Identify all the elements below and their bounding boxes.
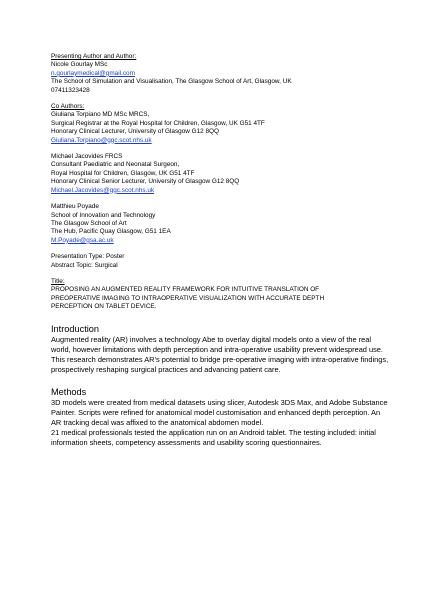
presentation-type: Presentation Type: Poster: [51, 253, 125, 261]
coauthor-email[interactable]: Michael.Jacovides@ggc.scot.nhs.uk: [51, 186, 155, 194]
coauthor-affiliation: The Glasgow School of Art: [51, 219, 127, 227]
document-page: [51, 53, 391, 448]
presenting-author-block: [51, 53, 391, 95]
coauthor-name: Michael Jacovides FRCS: [51, 153, 123, 161]
coauthor-block-2: [51, 153, 391, 195]
methods-heading: Methods: [51, 386, 87, 397]
abstract-title: PROPOSING AN AUGMENTED REALITY FRAMEWORK FOR INTUITIVE TRANSLATION OF PREOPERATIVE IMAGING TO INTRAOPERATIVE VISUALIZATION WITH ACCURATE DEPTH PERCEPTION ON TABLET DEVICE.: [51, 286, 325, 311]
coauthor-role: School of Innovation and Technology: [51, 211, 156, 219]
coauthor-role: Surgical Registrar at the Royal Hospital for Children, Glasgow, UK G51 4TF: [51, 119, 265, 127]
coauthors-label: Co Authors:: [51, 103, 85, 111]
coauthor-block-3: [51, 203, 391, 245]
presentation-info: [51, 253, 391, 270]
methods-paragraph-2: 21 medical professionals tested the application run on an Android tablet. The testing included: initial information sheets, competency assessments and usability scoring questionnaires.: [51, 428, 376, 448]
introduction-heading: Introduction: [51, 323, 100, 334]
title-label: Title:: [51, 277, 65, 285]
title-block: [51, 278, 391, 312]
presenting-author-phone: 07411323428: [51, 86, 90, 94]
introduction-text: Augmented reality (AR) involves a technology Abe to overlay digital models onto a view of the real world, however limitations with depth perception and intra-operative usability prevent widespread use. This research demonstrates AR’s potential to bridge pre-operative imaging with intra-operative findings, prospectively reshaping surgical practices and advancing patient care.: [51, 334, 389, 374]
coauthor-block-1: [51, 103, 391, 145]
coauthor-email[interactable]: M.Poyade@gsa.ac.uk: [51, 236, 114, 244]
coauthor-affiliation-2: Honorary Clinical Senior Lecturer, University of Glasgow G12 8QQ: [51, 178, 240, 186]
coauthor-name: Giuliana Torpiano MD MSc MRCS,: [51, 111, 150, 119]
presenting-author-email[interactable]: n.gourlaymedical@gmail.com: [51, 69, 135, 77]
coauthor-name: Matthieu Poyade: [51, 203, 99, 211]
coauthor-role: Consultant Paediatric and Neonatal Surgeon,: [51, 161, 180, 169]
abstract-topic: Abstract Topic: Surgical: [51, 261, 118, 269]
coauthor-affiliation: Honorary Clinical Lecturer, University of Glasgow G12 8QQ: [51, 128, 219, 136]
coauthor-affiliation: Royal Hospital for Children, Glasgow, UK G51 4TF: [51, 169, 195, 177]
coauthor-address: The Hub, Pacific Quay Glasgow, G51 1EA: [51, 228, 171, 236]
coauthor-email[interactable]: Giuliana.Torpiano@ggc.scot.nhs.uk: [51, 136, 152, 144]
methods-paragraph-1: 3D models were created from medical datasets using slicer, Autodesk 3DS Max, and Adobe Substance Painter. Scripts were refined for anatomical model customisation and enhanced depth perception. An AR tracking decal was affixed to the anatomical abdomen model.: [51, 398, 388, 428]
presenting-author-affiliation: The School of Simulation and Visualisation, The Glasgow School of Art, Glasgow, UK: [51, 78, 292, 86]
presenting-author-name: Nicole Gourlay MSc: [51, 61, 108, 69]
presenting-author-label: Presenting Author and Author:: [51, 53, 137, 60]
